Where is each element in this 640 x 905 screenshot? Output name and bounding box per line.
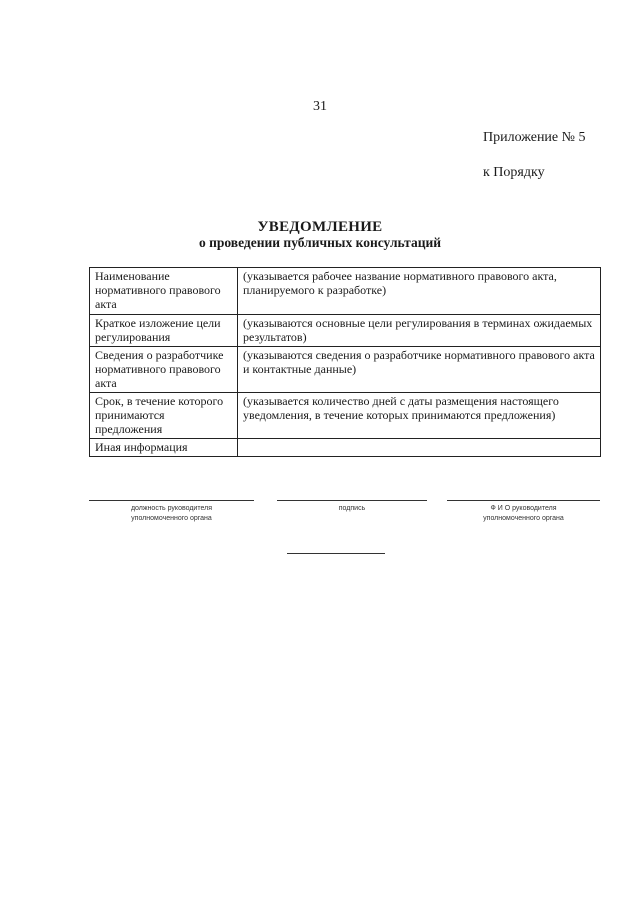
signature-line	[277, 500, 427, 501]
page-number: 31	[313, 99, 327, 114]
appendix-sub-label: к Порядку	[483, 165, 545, 180]
row-label: Срок, в течение которого принимаются предложения	[90, 393, 238, 439]
row-value: (указывается рабочее название нормативного правового акта, планируемого к разработке)	[238, 268, 601, 315]
appendix-label: Приложение № 5	[483, 130, 586, 145]
row-label: Сведения о разработчике нормативного правового акта	[90, 347, 238, 393]
name-caption: Ф И О руководителя уполномоченного органа	[483, 505, 564, 522]
signature-caption: подпись	[338, 505, 366, 512]
closing-divider	[287, 553, 385, 554]
position-signature-line	[89, 500, 254, 501]
row-label: Иная информация	[90, 439, 238, 457]
document-title: УВЕДОМЛЕНИЕ	[257, 219, 383, 235]
table-row	[90, 315, 601, 347]
table-row	[90, 439, 601, 457]
row-value: (указываются сведения о разработчике нормативного правового акта и контактные данные)	[238, 347, 601, 393]
position-caption: должность руководителя уполномоченного органа	[130, 505, 213, 522]
row-value	[238, 439, 601, 457]
row-label: Наименование нормативного правового акта	[90, 268, 238, 315]
table-row	[90, 347, 601, 393]
row-value: (указывается количество дней с даты размещения настоящего уведомления, в течение которых принимаются предложения)	[238, 393, 601, 439]
row-value: (указываются основные цели регулирования в терминах ожидаемых результатов)	[238, 315, 601, 347]
name-signature-line	[447, 500, 600, 501]
notice-table	[89, 267, 601, 457]
row-label: Краткое изложение цели регулирования	[90, 315, 238, 347]
table-row	[90, 393, 601, 439]
table-row	[90, 268, 601, 315]
document-subtitle: о проведении публичных консультаций	[198, 235, 442, 250]
